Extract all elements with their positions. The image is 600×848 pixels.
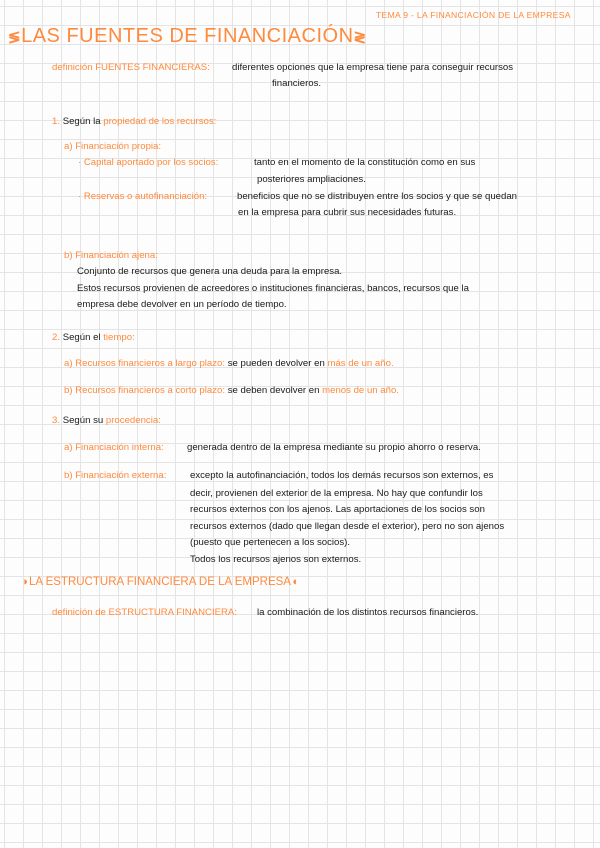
structure-def-label: definición de ESTRUCTURA FINANCIERA: bbox=[52, 607, 237, 618]
section-2-title-text: LA ESTRUCTURA FINANCIERA DE LA EMPRESA bbox=[28, 576, 291, 588]
capital-label: · Capital aportado por los socios: bbox=[78, 157, 219, 168]
s1a-label: a) Financiación propia: bbox=[64, 141, 162, 152]
label: a) Recursos financieros a largo plazo: bbox=[64, 358, 226, 369]
s3b-line: recursos externos con los ajenos. Las aportaciones de los socios son bbox=[190, 504, 485, 515]
s1b-line: Estos recursos provienen de acreedores o instituciones financieras, bancos, recursos que la bbox=[77, 283, 469, 294]
key: procedencia: bbox=[105, 415, 161, 426]
reservas-label: · Reservas o autofinanciación: bbox=[78, 191, 208, 202]
title-text: LAS FUENTES DE FINANCIACIÓN bbox=[21, 25, 354, 47]
marker-right-icon: ◖ bbox=[290, 576, 298, 588]
burst-left-icon: ≶ bbox=[8, 29, 22, 46]
s3b-line: Todos los recursos ajenos son externos. bbox=[190, 554, 362, 565]
num: 1. bbox=[52, 116, 61, 127]
s1b-line: Conjunto de recursos que genera una deuda para la empresa. bbox=[77, 266, 343, 277]
text: se deben devolver en bbox=[227, 385, 320, 396]
s3b-line: excepto la autofinanciación, todos los demás recursos son externos, es bbox=[190, 470, 494, 481]
s3b-line: decir, provienen del exterior de la empresa. No hay que confundir los bbox=[190, 488, 483, 499]
burst-right-icon: ≷ bbox=[353, 29, 367, 46]
highlight: menos de un año. bbox=[322, 385, 399, 396]
capital-text: tanto en el momento de la constitución como en sus bbox=[254, 157, 476, 168]
section-2-title bbox=[22, 576, 298, 588]
pre: Según su bbox=[62, 415, 104, 426]
s1b-line: empresa debe devolver en un período de tiempo. bbox=[77, 299, 287, 310]
reservas-label-text: Reservas o autofinanciación: bbox=[83, 191, 208, 202]
s2a-line bbox=[64, 358, 394, 370]
capital-text-2: posteriores ampliaciones. bbox=[257, 174, 366, 185]
reservas-text-2: en la empresa para cubrir sus necesidades futuras. bbox=[238, 207, 457, 218]
page-title bbox=[8, 25, 367, 48]
section-1-heading bbox=[52, 116, 216, 128]
s3a-text: generada dentro de la empresa mediante su propio ahorro o reserva. bbox=[187, 442, 481, 453]
definition-text-2: financieros. bbox=[272, 78, 322, 89]
key: propiedad de los recursos: bbox=[103, 116, 217, 127]
label: b) Recursos financieros a corto plazo: bbox=[64, 385, 226, 396]
section-2-heading bbox=[52, 332, 135, 344]
marker-left-icon: ◗ bbox=[22, 576, 29, 588]
pre: Según el bbox=[62, 332, 101, 343]
num: 3. bbox=[52, 415, 61, 426]
s1b-label: b) Financiación ajena: bbox=[64, 250, 158, 261]
topic-header: TEMA 9 - LA FINANCIACIÓN DE LA EMPRESA bbox=[376, 10, 571, 20]
s3b-line: (puesto que pertenecen a los socios). bbox=[190, 537, 350, 548]
s2b-line bbox=[64, 385, 399, 397]
definition-text: diferentes opciones que la empresa tiene para conseguir recursos bbox=[232, 62, 514, 73]
section-3-heading bbox=[52, 415, 161, 427]
s3a-label: a) Financiación interna: bbox=[64, 442, 164, 453]
definition-label: definición FUENTES FINANCIERAS: bbox=[52, 62, 210, 73]
text: se pueden devolver en bbox=[227, 358, 325, 369]
s3b-label: b) Financiación externa: bbox=[64, 470, 167, 481]
capital-label-text: Capital aportado por los socios: bbox=[83, 157, 219, 168]
num: 2. bbox=[52, 332, 61, 343]
structure-def-text: la combinación de los distintos recursos financieros. bbox=[257, 607, 479, 618]
s3b-line: recursos externos (dado que llegan desde el exterior), pero no son ajenos bbox=[190, 521, 505, 532]
pre: Según la bbox=[62, 116, 101, 127]
reservas-text: beneficios que no se distribuyen entre los socios y que se quedan bbox=[237, 191, 517, 202]
key: tiempo: bbox=[103, 332, 135, 343]
highlight: más de un año. bbox=[327, 358, 394, 369]
